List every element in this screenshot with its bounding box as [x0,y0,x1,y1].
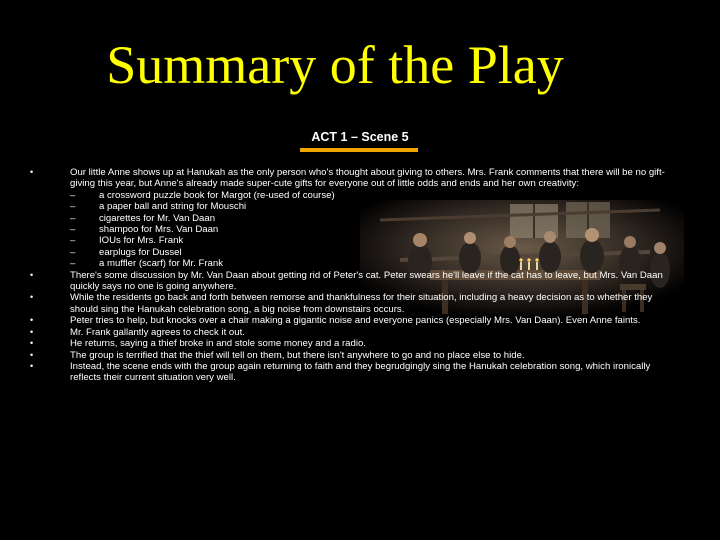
dash-marker: – [70,201,76,213]
list-item [30,338,680,349]
sub-list-item-text: IOUs for Mrs. Frank [99,235,184,247]
sub-list-item-text: shampoo for Mrs. Van Daan [99,224,219,236]
list-item-text: Our little Anne shows up at Hanukah as the only person who's thought about giving to others. Mrs. Frank comments that there will be no gift-giving this year, but Anne's already made super-cute gifts for everyone out of little odds and ends and her own creativity: [70,167,665,190]
sub-list-item-text: cigarettes for Mr. Van Daan [99,212,216,224]
bullet-marker: • [30,360,34,371]
bullet-marker: • [30,315,34,326]
slide-subtitle: ACT 1 – Scene 5 [311,130,409,144]
bullet-marker: • [30,338,34,349]
list-item [30,361,680,384]
bullet-list [30,167,680,384]
subtitle-underline [300,148,418,152]
list-item [30,327,680,338]
bullet-marker: • [30,349,34,360]
dash-marker: – [70,224,76,236]
sub-list-item-text: a crossword puzzle book for Margot (re-used of course) [99,189,335,201]
sub-list-item [70,213,680,224]
list-item-text: There's some discussion by Mr. Van Daan about getting rid of Peter's cat. Peter swears he'll leave if the cat has to leave, but Mrs. Van Daan quickly says no one is going anywhere. [70,269,663,293]
dash-marker: – [70,258,76,270]
bullet-marker: • [30,326,34,337]
list-item-text: The group is terrified that the thief will tell on them, but there isn't anywhere to go and no place else to hide. [70,349,525,361]
list-item [30,270,680,293]
sub-list-item [70,235,680,246]
list-item [30,292,680,315]
sub-list-item-text: earplugs for Dussel [99,246,182,258]
sub-list-item [70,258,680,269]
bullet-marker: • [30,167,34,177]
bullet-marker: • [30,269,34,280]
sub-list-item [70,201,680,212]
sub-list-item-text: a paper ball and string for Mouschi [99,201,247,213]
list-item-text: Instead, the scene ends with the group again returning to faith and they begrudgingly sing the Hanukah celebration song, which ironically reflects their current situation very well. [70,360,651,384]
dash-marker: – [70,189,76,201]
list-item [30,167,680,270]
list-item-text: Mr. Frank gallantly agrees to check it out. [70,326,245,338]
dash-marker: – [70,235,76,247]
list-item [30,350,680,361]
gift-sublist [70,190,680,270]
list-item [30,315,680,326]
sub-list-item [70,224,680,235]
bullet-marker: • [30,292,34,303]
list-item-text: Peter tries to help, but knocks over a chair making a gigantic noise and everyone panics (especially Mrs. Van Daan). Even Anne faints. [70,315,641,327]
sub-list-item [70,247,680,258]
list-item-text: He returns, saying a thief broke in and stole some money and a radio. [70,338,366,350]
list-item-text: While the residents go back and forth between remorse and thankfulness for their situation, including a heavy decision as to whether they should sing the Hanukah celebration song, a big noise from downstairs occurs. [70,292,653,315]
sub-list-item-text: a muffler (scarf) for Mr. Frank [99,258,224,270]
dash-marker: – [70,212,76,224]
sub-list-item [70,190,680,201]
slide-title: Summary of the Play [106,35,564,95]
dash-marker: – [70,246,76,258]
